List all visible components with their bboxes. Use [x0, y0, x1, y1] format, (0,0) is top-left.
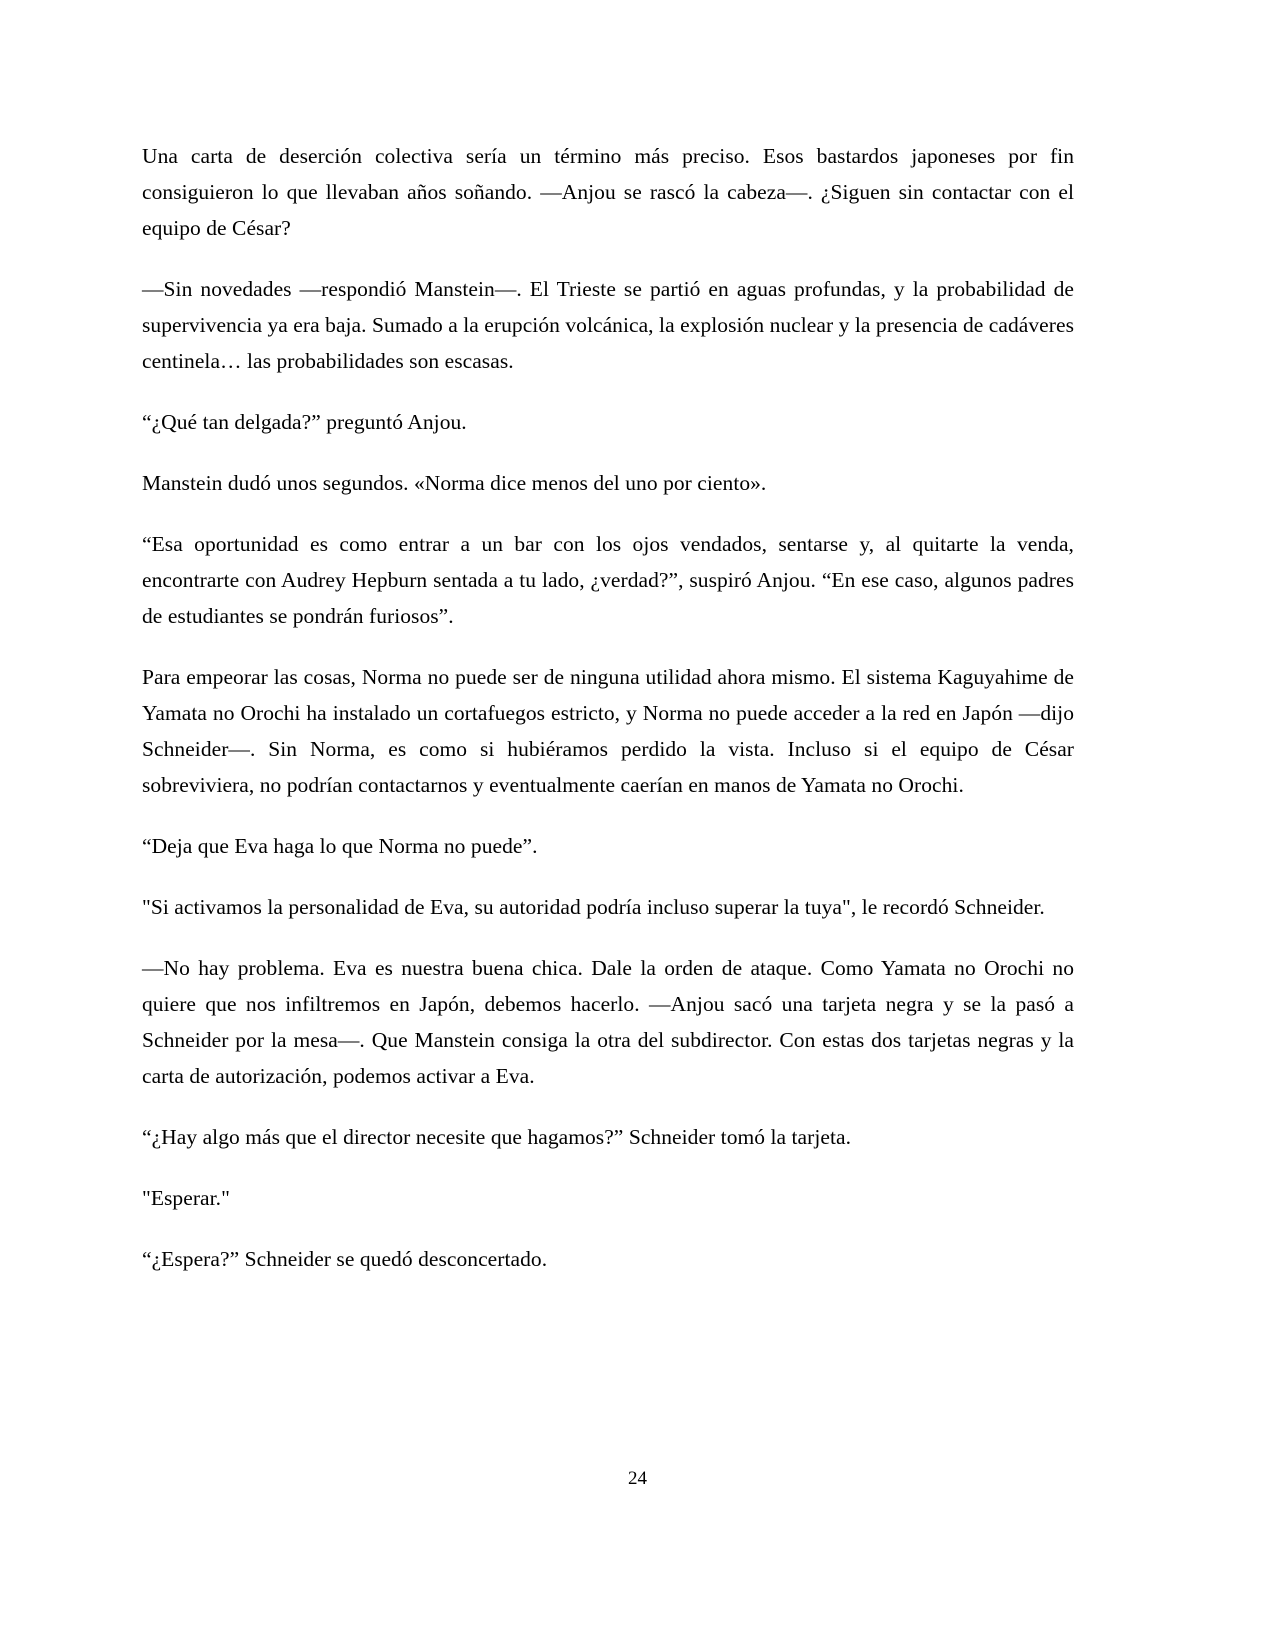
paragraph: Para empeorar las cosas, Norma no puede ser de ninguna utilidad ahora mismo. El sistema Kaguyahime de Yamata no Orochi ha instalado un cortafuegos estricto, y Norma no puede acceder a la red en Japón —dijo Schneider—. Sin Norma, es como si hubiéramos perdido la vista. Incluso si el equipo de César sobreviviera, no podrían contactarnos y eventualmente caerían en manos de Yamata no Orochi.: [142, 665, 1074, 797]
page-number: 24: [628, 1468, 647, 1489]
paragraph: —Sin novedades —respondió Manstein—. El Trieste se partió en aguas profundas, y la probabilidad de supervivencia ya era baja. Sumado a la erupción volcánica, la explosión nuclear y la presencia de cadáveres centinela… las probabilidades son escasas.: [142, 277, 1074, 373]
paragraph: Manstein dudó unos segundos. «Norma dice menos del uno por ciento».: [142, 471, 767, 495]
paragraph: “Deja que Eva haga lo que Norma no puede”.: [142, 834, 538, 858]
paragraph: —No hay problema. Eva es nuestra buena chica. Dale la orden de ataque. Como Yamata no Orochi no quiere que nos infiltremos en Japón, debemos hacerlo. —Anjou sacó una tarjeta negra y se la pasó a Schneider por la mesa—. Que Manstein consiga la otra del subdirector. Con estas dos tarjetas negras y la carta de autorización, podemos activar a Eva.: [142, 956, 1074, 1088]
paragraph: “¿Hay algo más que el director necesite que hagamos?” Schneider tomó la tarjeta.: [142, 1125, 852, 1149]
paragraph: "Si activamos la personalidad de Eva, su autoridad podría incluso superar la tuya", le recordó Schneider.: [142, 895, 1045, 919]
page-body-text: [142, 138, 1074, 1277]
paragraph: “¿Qué tan delgada?” preguntó Anjou.: [142, 410, 467, 434]
paragraph: “Esa oportunidad es como entrar a un bar con los ojos vendados, sentarse y, al quitarte la venda, encontrarte con Audrey Hepburn sentada a tu lado, ¿verdad?”, suspiró Anjou. “En ese caso, algunos padres de estudiantes se pondrán furiosos”.: [142, 532, 1074, 628]
paragraph: Una carta de deserción colectiva sería un término más preciso. Esos bastardos japoneses por fin consiguieron lo que llevaban años soñando. —Anjou se rascó la cabeza—. ¿Siguen sin contactar con el equipo de César?: [142, 144, 1074, 240]
paragraph: "Esperar.": [142, 1186, 230, 1210]
paragraph: “¿Espera?” Schneider se quedó desconcertado.: [142, 1247, 548, 1271]
